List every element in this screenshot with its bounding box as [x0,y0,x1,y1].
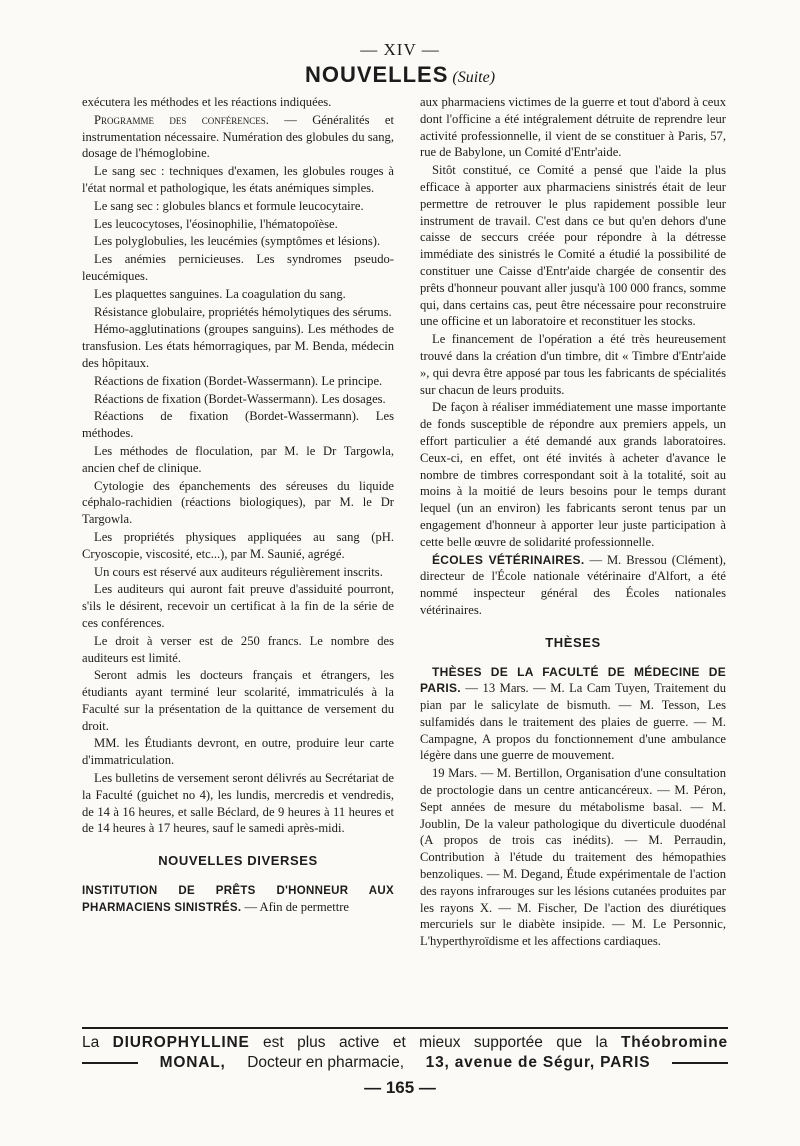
paragraph: Seront admis les docteurs français et étrangers, les étudiants ayant terminé leur scolarité, immatriculés à la Faculté sur la présentation de la quittance de versement du droit. [82,668,394,733]
ad-word: Théobromine [620,1034,728,1051]
page-number: — 165 — [364,1078,436,1097]
paragraph: Réactions de fixation (Bordet-Wassermann). Les dosages. [94,391,386,406]
paragraph: Le financement de l'opération a été très heureusement trouvé dans la création d'un timbre, dit « Timbre d'Entr'aide », qui devra être apposé par tous les fabricants de spécialités sur chacun de leurs produits. [420,332,726,397]
advert-line-2 [82,1054,728,1072]
paragraph: Un cours est réservé aux auditeurs régulièrement inscrits. [94,564,383,579]
paragraph [82,112,394,162]
paragraph: Les propriétés physiques appliquées au sang (pH. Cryoscopie, viscosité, etc...), par M. Saunié, agrégé. [82,529,394,561]
paragraph: 19 Mars. — M. Bertillon, Organisation d'une consultation de proctologie dans un centre anticancéreux. — M. Péron, Sept années de mesure du métabolisme basal. — M. Joublin, De la valeur pathologique du diverticule duodénal (A propos de trois cas inédits). — M. Perraudin, Contribution à l'étude du traitement des hémopathies benzoliques. — M. Degand, Étude expérimentale de l'action des rayons infrarouges sur les lésions cutanées produites par les rayons X. — M. Fischer, De l'action des diurétiques mercuriels sur le diabète insipide. — M. Le Personnic, L'hyperthyroïdisme et les affections cardiaques. [420,766,726,949]
paragraph: Les bulletins de versement seront délivrés au Secrétariat de la Faculté (guichet no 4), les lundis, mercredis et vendredis, de 14 à 16 heures, et salle Béclard, de 9 heures à 11 heures et de 14 heures à 17 heures, sauf le samedi après-midi. [82,771,394,836]
paragraph: Les polyglobulies, les leucémies (symptômes et lésions). [94,234,381,249]
paragraph [420,664,726,765]
paragraph: Réactions de fixation (Bordet-Wassermann). Les méthodes. [82,409,394,441]
paragraph: Sitôt constitué, ce Comité a pensé que l'aide la plus efficace à apporter aux pharmaciens sinistrés était de leur permettre de retrouver le plus rapidement possible leur instrument de travail. C'est dans ce but qu'en dehors d'une caisse de seccurs créée pour répondre à la détresse immédiate des sinistrés le Comité a étudié la possibilité de constituer une Caisse d'Entr'aide chargée de consentir des prêts d'honneur pouvant aller jusqu'à 100 000 francs, somme qui, dans certains cas, peut être nécessaire pour reconstruire une officine et un laboratoire et reconstituer les stocks. [420,163,726,329]
ad-company: MONAL, [159,1054,226,1071]
paragraph: Les anémies pernicieuses. Les syndromes pseudo-leucémiques. [82,252,394,283]
ad-profession: Docteur en pharmacie, [247,1054,405,1071]
ad-dash-right [672,1062,728,1064]
paragraph: Les auditeurs qui auront fait preuve d'assiduité pourront, s'ils le désirent, recevoir un certificat à la fin de la série de ces conférences. [82,582,394,630]
ad-word: active [338,1034,380,1051]
ad-word: supportée [473,1034,543,1051]
paragraph: Les méthodes de floculation, par M. le Dr Targowla, ancien chef de clinique. [82,443,394,475]
paragraph: Hémo-agglutinations (groupes sanguins). Les méthodes de transfusion. Les états hémorragiques, par M. Benda, médecin des hôpitaux. [82,322,394,370]
paragraph [82,882,394,916]
ad-word: mieux [419,1034,461,1051]
paragraph: exécutera les méthodes et les réactions indiquées. [82,95,332,109]
paragraph: MM. les Étudiants devront, en outre, produire leur carte d'immatriculation. [82,736,394,768]
ad-word: La [82,1034,100,1051]
paragraph: Le sang sec : globules blancs et formule leucocytaire. [94,198,364,213]
left-column [82,94,394,917]
ad-address: 13, avenue de Ségur, PARIS [425,1054,651,1071]
ad-word: la [595,1034,608,1051]
program-lead: Programme des conférences. [94,112,269,127]
advert-rule [82,1027,728,1029]
ad-product-name: DIUROPHYLLINE [112,1034,250,1051]
ecoles-lead: ÉCOLES VÉTÉRINAIRES. [432,552,585,567]
theses-13-mars: — 13 Mars. — M. La Cam Tuyen, Traitement du pian par le salicylate de bismuth. — M. Tesson, Les sulfamidés dans le traitement des plaies de guerre. — M. Campagne, A propos du fonctionnement d'une ambulance légère dans une guerre de mouvement. [420,681,726,763]
ad-dash-left [82,1062,138,1064]
ad-word: que [556,1034,583,1051]
ad-word: est [263,1034,284,1051]
right-column [420,94,726,951]
paragraph [420,552,726,619]
paragraph: aux pharmaciens victimes de la guerre et tout d'abord à ceux dont l'officine a été intégralement détruite de reprendre leur activité professionnelle, il vient de se constituer à Paris, 57, rue de Babylone, un Comité d'Entr'aide. [420,95,726,160]
running-head [0,62,800,88]
paragraph: Les plaquettes sanguines. La coagulation du sang. [94,286,346,301]
advert-line-1 [82,1034,728,1052]
program-text: — Généralités et instrumentation nécessaire. Numération des globules du sang, dosage de l'hémoglobine. [82,112,394,161]
section-title-nouvelles-diverses: NOUVELLES DIVERSES [158,853,318,869]
paragraph: Les leucocytoses, l'éosinophilie, l'hématopoïèse. [94,216,338,231]
subsection-text: — Afin de permettre [241,900,350,915]
section-title-theses: THÈSES [545,634,601,650]
theses-subtitle: THÈSES DE LA FACULTÉ DE MÉDECINE DE PARIS. [420,664,726,696]
paragraph: Réactions de fixation (Bordet-Wassermann). Le principe. [94,373,383,388]
paragraph: Le droit à verser est de 250 francs. Le nombre des auditeurs est limité. [82,633,394,665]
ecoles-text: — M. Bressou (Clément), directeur de l'École nationale vétérinaire d'Alfort, a été nommé inspecteur général des Écoles nationales vétérinaires. [420,552,726,617]
running-head-suite: (Suite) [452,69,496,86]
subsection-title: INSTITUTION DE PRÊTS D'HONNEUR AUX PHARMACIENS SINISTRÉS. [82,885,394,915]
paragraph: De façon à réaliser immédiatement une masse importante de fonds susceptible de répondre aux premiers appels, un effort particulier a été demandé aux grands laboratoires. Ceux-ci, en effet, ont été invités à acheter d'avance le nombre de timbres correspondant soit à la totalité, soit au moins à la moitié de leurs besoins pour le temps durant lequel (un an environ) les fabricants seront tenus par un engagement d'honneur à apporter leur juste participation à cette belle œuvre de solidarité professionnelle. [420,400,726,549]
paragraph: Cytologie des épanchements des séreuses du liquide céphalo-rachidien (réactions biologiques), par M. le Dr Targowla. [82,478,394,527]
ad-word: et [392,1034,406,1051]
running-head-title: NOUVELLES [304,62,449,87]
paragraph: Le sang sec : techniques d'examen, les globules rouges à l'état normal et pathologique, les états anémiques simples. [82,164,394,195]
paragraph: Résistance globulaire, propriétés hémolytiques des sérums. [94,304,392,319]
page-number-roman: — XIV — [360,40,440,59]
ad-word: plus [297,1034,326,1051]
